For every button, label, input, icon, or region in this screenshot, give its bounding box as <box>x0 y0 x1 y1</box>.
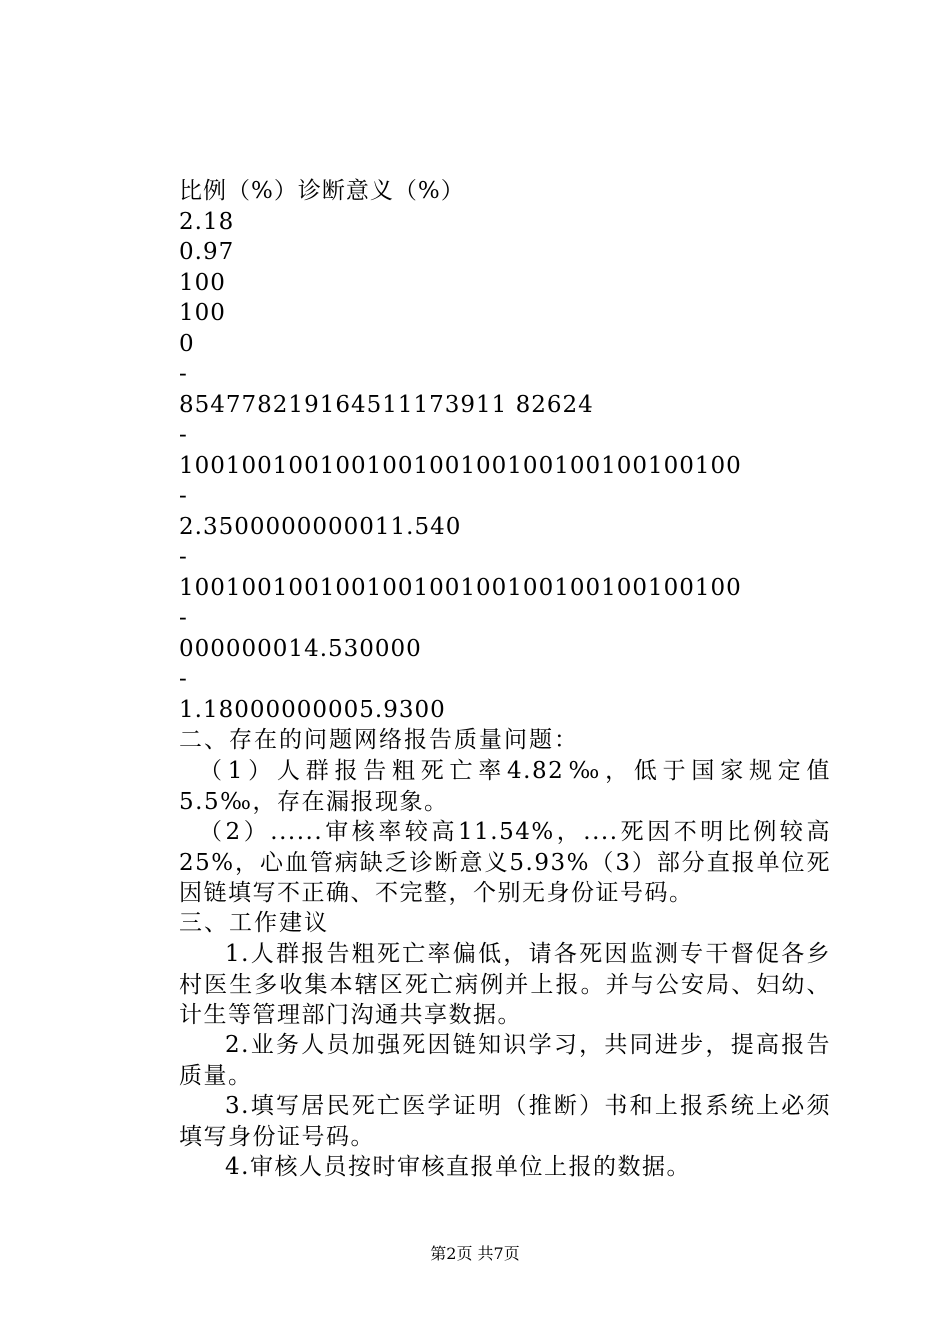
paragraph-problem-1: （1）人群报告粗死亡率4.82‰，低于国家规定值5.5‰，存在漏报现象。 <box>179 758 831 815</box>
section-heading-suggestions: 三、工作建议 <box>179 910 329 936</box>
table-value-line: 0.97 <box>179 239 235 265</box>
table-header-line: 比例（%）诊断意义（%） <box>179 178 465 204</box>
table-value-line: 100 <box>179 300 226 326</box>
table-dash-line: - <box>179 605 188 631</box>
table-dash-line: - <box>179 361 188 387</box>
table-value-line: 2.18 <box>179 209 235 235</box>
table-dash-line: - <box>179 666 188 692</box>
paragraph-suggestion-2: 2.业务人员加强死因链知识学习，共同进步，提高报告质量。 <box>179 1032 831 1089</box>
table-dash-line: - <box>179 483 188 509</box>
paragraph-suggestion-1: 1.人群报告粗死亡率偏低，请各死因监测专干督促各乡村医生多收集本辖区死亡病例并上报。并与公安局、妇幼、计生等管理部门沟通共享数据。 <box>179 941 831 1028</box>
page-footer: 第2页 共7页 <box>430 1244 520 1263</box>
paragraph-suggestion-3: 3.填写居民死亡医学证明（推断）书和上报系统上必须填写身份证号码。 <box>179 1093 831 1150</box>
paragraph-suggestion-4: 4.审核人员按时审核直报单位上报的数据。 <box>225 1154 691 1180</box>
table-value-line: 100100100100100100100100100100100100 <box>179 575 742 601</box>
paragraph-problem-2: （2）......审核率较高11.54%，....死因不明比例较高25%，心血管病缺乏诊断意义5.93%（3）部分直报单位死因链填写不正确、不完整，个别无身份证号码。 <box>179 819 831 906</box>
table-value-line: 2.3500000000011.540 <box>179 514 462 540</box>
table-value-line: 0 <box>179 331 195 357</box>
table-value-line: 854778219164511173911 82624 <box>179 392 594 418</box>
table-value-line: 100 <box>179 270 226 296</box>
table-dash-line: - <box>179 422 188 448</box>
table-dash-line: - <box>179 544 188 570</box>
table-value-line: 1.18000000005.9300 <box>179 697 446 723</box>
table-value-line: 100100100100100100100100100100100100 <box>179 453 742 479</box>
section-heading-problems: 二、存在的问题网络报告质量问题： <box>179 727 579 753</box>
table-value-line: 000000014.530000 <box>179 636 422 662</box>
